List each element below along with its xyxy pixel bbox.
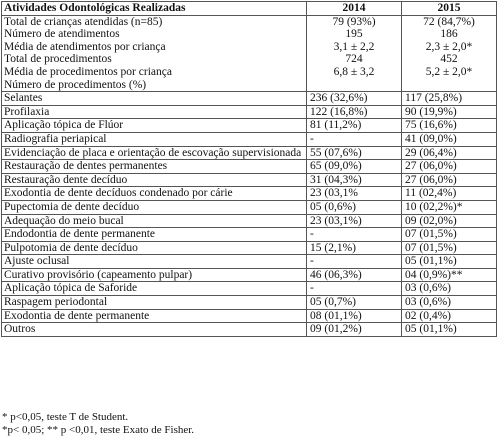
row-label: Adequação do meio bucal bbox=[2, 214, 307, 228]
value-2015: 02 (0,4%) bbox=[402, 309, 497, 323]
value-2014: - bbox=[307, 132, 402, 146]
value-2014: 6,8 ± 3,2 bbox=[307, 66, 402, 79]
row-label: Outros bbox=[2, 323, 307, 337]
table-row bbox=[2, 15, 497, 28]
table-row bbox=[2, 92, 497, 106]
value-2015: 03 (0,6%) bbox=[402, 296, 497, 310]
value-2014: 46 (06,3%) bbox=[307, 268, 402, 282]
value-2014: 23 (03,1%) bbox=[307, 214, 402, 228]
value-2015 bbox=[402, 79, 497, 92]
value-2015: 5,2 ± 2,0* bbox=[402, 66, 497, 79]
value-2014 bbox=[307, 79, 402, 92]
value-2015: 27 (06,0%) bbox=[402, 173, 497, 187]
value-2015: 90 (19,9%) bbox=[402, 105, 497, 119]
row-label: Total de procedimentos bbox=[2, 53, 307, 66]
value-2014: 724 bbox=[307, 53, 402, 66]
value-2015: 11 (02,4%) bbox=[402, 187, 497, 201]
table-row bbox=[2, 282, 497, 296]
row-label: Restauração dente decíduo bbox=[2, 173, 307, 187]
value-2015: 2,3 ± 2,0* bbox=[402, 41, 497, 54]
value-2014: - bbox=[307, 282, 402, 296]
row-label: Endodontia de dente permanente bbox=[2, 228, 307, 242]
table-body bbox=[2, 15, 497, 336]
row-label: Média de atendimentos por criança bbox=[2, 41, 307, 54]
value-2014: 3,1 ± 2,2 bbox=[307, 41, 402, 54]
value-2014: 79 (93%) bbox=[307, 15, 402, 28]
value-2014: 05 (0,7%) bbox=[307, 296, 402, 310]
row-label: Número de atendimentos bbox=[2, 28, 307, 41]
value-2015: 05 (01,1%) bbox=[402, 323, 497, 337]
table-row bbox=[2, 53, 497, 66]
table-row bbox=[2, 309, 497, 323]
row-label: Ajuste oclusal bbox=[2, 255, 307, 269]
table-row bbox=[2, 241, 497, 255]
table-row bbox=[2, 255, 497, 269]
value-2014: 81 (11,2%) bbox=[307, 119, 402, 133]
row-label: Média de procedimentos por criança bbox=[2, 66, 307, 79]
value-2015: 29 (06,4%) bbox=[402, 146, 497, 160]
header-year-2015: 2015 bbox=[402, 2, 497, 16]
table-row bbox=[2, 146, 497, 160]
value-2014: 65 (09,0%) bbox=[307, 160, 402, 174]
value-2015: 41 (09,0%) bbox=[402, 132, 497, 146]
value-2014: 05 (0,6%) bbox=[307, 200, 402, 214]
row-label: Evidenciação de placa e orientação de escovação supervisionada bbox=[2, 146, 307, 160]
header-activity: Atividades Odontológicas Realizadas bbox=[2, 2, 307, 16]
value-2015: 03 (0,6%) bbox=[402, 282, 497, 296]
table-row bbox=[2, 66, 497, 79]
table-row bbox=[2, 187, 497, 201]
table-row bbox=[2, 228, 497, 242]
table-row bbox=[2, 79, 497, 92]
header-year-2014: 2014 bbox=[307, 2, 402, 16]
value-2015: 27 (06,0%) bbox=[402, 160, 497, 174]
value-2015: 04 (0,9%)** bbox=[402, 268, 497, 282]
value-2015: 09 (02,0%) bbox=[402, 214, 497, 228]
footnote-fisher-exact: *p< 0,05; ** p <0,01, teste Exato de Fisher. bbox=[2, 424, 195, 436]
value-2014: 122 (16,8%) bbox=[307, 105, 402, 119]
value-2014: 15 (2,1%) bbox=[307, 241, 402, 255]
table-row bbox=[2, 132, 497, 146]
value-2014: 195 bbox=[307, 28, 402, 41]
value-2015: 75 (16,6%) bbox=[402, 119, 497, 133]
row-label: Aplicação tópica de Saforide bbox=[2, 282, 307, 296]
footnote-student-t: * p<0,05, teste T de Student. bbox=[2, 411, 129, 423]
value-2015: 72 (84,7%) bbox=[402, 15, 497, 28]
table-row bbox=[2, 160, 497, 174]
table-row bbox=[2, 173, 497, 187]
value-2015: 07 (01,5%) bbox=[402, 241, 497, 255]
row-label: Restauração de dentes permanentes bbox=[2, 160, 307, 174]
row-label: Selantes bbox=[2, 92, 307, 106]
table-row bbox=[2, 105, 497, 119]
value-2015: 117 (25,8%) bbox=[402, 92, 497, 106]
row-label: Raspagem periodontal bbox=[2, 296, 307, 310]
value-2014: 09 (01,2%) bbox=[307, 323, 402, 337]
row-label: Total de crianças atendidas (n=85) bbox=[2, 15, 307, 28]
value-2014: - bbox=[307, 228, 402, 242]
value-2015: 07 (01,5%) bbox=[402, 228, 497, 242]
row-label: Curativo provisório (capeamento pulpar) bbox=[2, 268, 307, 282]
value-2014: 23 (03,1% bbox=[307, 187, 402, 201]
row-label: Exodontia de dente decíduos condenado por cárie bbox=[2, 187, 307, 201]
value-2015: 452 bbox=[402, 53, 497, 66]
value-2015: 186 bbox=[402, 28, 497, 41]
table-row bbox=[2, 119, 497, 133]
procedures-table bbox=[1, 1, 497, 337]
row-label: Aplicação tópica de Flúor bbox=[2, 119, 307, 133]
row-label: Profilaxia bbox=[2, 105, 307, 119]
table-row bbox=[2, 268, 497, 282]
row-label: Pupectomia de dente decíduo bbox=[2, 200, 307, 214]
row-label: Número de procedimentos (%) bbox=[2, 79, 307, 92]
table-row bbox=[2, 41, 497, 54]
table-row bbox=[2, 214, 497, 228]
row-label: Pulpotomia de dente decíduo bbox=[2, 241, 307, 255]
table-header-row bbox=[2, 2, 497, 16]
value-2014: 236 (32,6%) bbox=[307, 92, 402, 106]
value-2014: 55 (07,6%) bbox=[307, 146, 402, 160]
value-2014: - bbox=[307, 255, 402, 269]
row-label: Radiografia periapical bbox=[2, 132, 307, 146]
row-label: Exodontia de dente permanente bbox=[2, 309, 307, 323]
table-row bbox=[2, 323, 497, 337]
value-2014: 31 (04,3%) bbox=[307, 173, 402, 187]
value-2014: 08 (01,1%) bbox=[307, 309, 402, 323]
table-row bbox=[2, 200, 497, 214]
table-row bbox=[2, 296, 497, 310]
value-2015: 10 (02,2%)* bbox=[402, 200, 497, 214]
value-2015: 05 (01,1%) bbox=[402, 255, 497, 269]
table-row bbox=[2, 28, 497, 41]
footnotes bbox=[2, 411, 194, 437]
